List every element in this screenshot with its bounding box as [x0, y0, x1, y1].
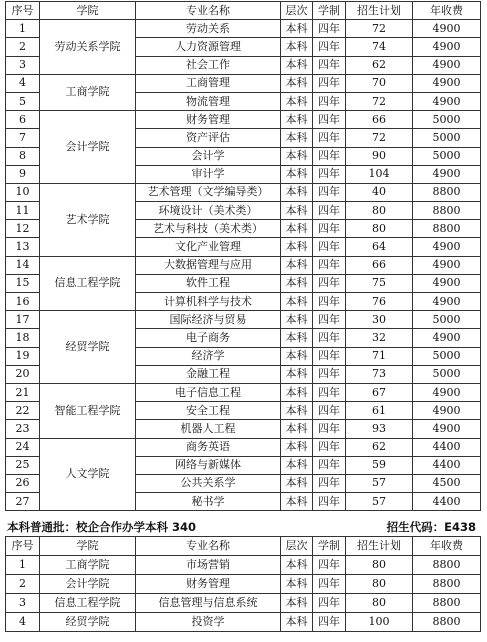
college-name: 会计学院	[40, 575, 136, 594]
level: 本科	[281, 438, 313, 456]
years: 四年	[313, 20, 346, 38]
annual-fee: 8800	[413, 183, 481, 201]
annual-fee: 5000	[413, 147, 481, 165]
major-name: 财务管理	[136, 111, 281, 129]
header-years: 学制	[313, 537, 346, 556]
annual-fee: 4900	[413, 256, 481, 274]
level: 本科	[281, 383, 313, 401]
table-row	[6, 575, 481, 594]
annual-fee: 4900	[413, 38, 481, 56]
header-row	[6, 2, 481, 20]
college-name: 工商学院	[40, 74, 136, 110]
major-name: 信息管理与信息系统	[136, 594, 281, 613]
row-number: 9	[6, 165, 40, 183]
years: 四年	[313, 38, 346, 56]
years: 四年	[313, 402, 346, 420]
college-name: 劳动关系学院	[40, 20, 136, 75]
annual-fee: 8800	[413, 556, 481, 575]
major-name: 艺术与科技（美术类）	[136, 220, 281, 238]
annual-fee: 4900	[413, 74, 481, 92]
row-number: 4	[6, 74, 40, 92]
header-plan: 招生计划	[346, 2, 413, 20]
cooperative-admission-table	[5, 536, 481, 632]
major-name: 大数据管理与应用	[136, 256, 281, 274]
years: 四年	[313, 420, 346, 438]
row-number: 12	[6, 220, 40, 238]
annual-fee: 4900	[413, 329, 481, 347]
table-row	[6, 556, 481, 575]
annual-fee: 5000	[413, 311, 481, 329]
years: 四年	[313, 438, 346, 456]
enrollment-plan: 62	[346, 438, 413, 456]
row-number: 4	[6, 613, 40, 632]
header-college: 学院	[40, 537, 136, 556]
enrollment-plan: 70	[346, 74, 413, 92]
section-heading	[5, 518, 480, 534]
level: 本科	[281, 474, 313, 492]
level: 本科	[281, 56, 313, 74]
level: 本科	[281, 220, 313, 238]
row-number: 18	[6, 329, 40, 347]
header-plan: 招生计划	[346, 537, 413, 556]
enrollment-plan: 72	[346, 129, 413, 147]
annual-fee: 8800	[413, 613, 481, 632]
major-name: 文化产业管理	[136, 238, 281, 256]
table-row	[6, 74, 481, 92]
major-name: 公共关系学	[136, 474, 281, 492]
years: 四年	[313, 147, 346, 165]
major-name: 网络与新媒体	[136, 456, 281, 474]
level: 本科	[281, 147, 313, 165]
level: 本科	[281, 256, 313, 274]
major-name: 电子商务	[136, 329, 281, 347]
level: 本科	[281, 613, 313, 632]
years: 四年	[313, 256, 346, 274]
major-name: 商务英语	[136, 438, 281, 456]
years: 四年	[313, 594, 346, 613]
row-number: 17	[6, 311, 40, 329]
years: 四年	[313, 474, 346, 492]
years: 四年	[313, 220, 346, 238]
header-college: 学院	[40, 2, 136, 20]
annual-fee: 4400	[413, 456, 481, 474]
level: 本科	[281, 347, 313, 365]
row-number: 5	[6, 92, 40, 110]
major-name: 电子信息工程	[136, 383, 281, 401]
level: 本科	[281, 92, 313, 110]
years: 四年	[313, 613, 346, 632]
table-row	[6, 256, 481, 274]
header-row	[6, 537, 481, 556]
row-number: 14	[6, 256, 40, 274]
row-number: 16	[6, 293, 40, 311]
level: 本科	[281, 111, 313, 129]
college-name: 工商学院	[40, 556, 136, 575]
enrollment-plan: 80	[346, 556, 413, 575]
enrollment-plan: 32	[346, 329, 413, 347]
years: 四年	[313, 365, 346, 383]
header-major: 专业名称	[136, 2, 281, 20]
major-name: 审计学	[136, 165, 281, 183]
table-row	[6, 20, 481, 38]
table-row	[6, 111, 481, 129]
level: 本科	[281, 129, 313, 147]
enrollment-plan: 59	[346, 456, 413, 474]
annual-fee: 8800	[413, 594, 481, 613]
major-name: 市场营销	[136, 556, 281, 575]
row-number: 27	[6, 493, 40, 511]
years: 四年	[313, 329, 346, 347]
major-name: 安全工程	[136, 402, 281, 420]
college-name: 智能工程学院	[40, 383, 136, 438]
college-name: 信息工程学院	[40, 256, 136, 311]
header-level: 层次	[281, 2, 313, 20]
years: 四年	[313, 556, 346, 575]
major-name: 社会工作	[136, 56, 281, 74]
college-name: 信息工程学院	[40, 594, 136, 613]
annual-fee: 4900	[413, 92, 481, 110]
enrollment-plan: 66	[346, 111, 413, 129]
annual-fee: 4900	[413, 238, 481, 256]
major-name: 机器人工程	[136, 420, 281, 438]
years: 四年	[313, 202, 346, 220]
years: 四年	[313, 383, 346, 401]
enrollment-plan: 104	[346, 165, 413, 183]
level: 本科	[281, 74, 313, 92]
enrollment-plan: 74	[346, 38, 413, 56]
level: 本科	[281, 183, 313, 201]
level: 本科	[281, 420, 313, 438]
level: 本科	[281, 456, 313, 474]
enrollment-plan: 66	[346, 256, 413, 274]
header-major: 专业名称	[136, 537, 281, 556]
major-name: 工商管理	[136, 74, 281, 92]
annual-fee: 4900	[413, 402, 481, 420]
row-number: 3	[6, 56, 40, 74]
row-number: 25	[6, 456, 40, 474]
years: 四年	[313, 92, 346, 110]
major-name: 计算机科学与技术	[136, 293, 281, 311]
college-name: 会计学院	[40, 111, 136, 184]
header-years: 学制	[313, 2, 346, 20]
major-name: 秘书学	[136, 493, 281, 511]
row-number: 2	[6, 575, 40, 594]
annual-fee: 4900	[413, 420, 481, 438]
annual-fee: 4500	[413, 474, 481, 492]
major-name: 人力资源管理	[136, 38, 281, 56]
enrollment-plan: 90	[346, 147, 413, 165]
table-row	[6, 438, 481, 456]
years: 四年	[313, 274, 346, 292]
years: 四年	[313, 493, 346, 511]
enrollment-plan: 30	[346, 311, 413, 329]
table-row	[6, 383, 481, 401]
enrollment-plan: 80	[346, 220, 413, 238]
major-name: 物流管理	[136, 92, 281, 110]
annual-fee: 4900	[413, 165, 481, 183]
header-level: 层次	[281, 537, 313, 556]
enrollment-plan: 57	[346, 474, 413, 492]
row-number: 3	[6, 594, 40, 613]
major-name: 软件工程	[136, 274, 281, 292]
table-row	[6, 613, 481, 632]
row-number: 2	[6, 38, 40, 56]
row-number: 8	[6, 147, 40, 165]
annual-fee: 8800	[413, 575, 481, 594]
college-name: 人文学院	[40, 438, 136, 511]
level: 本科	[281, 38, 313, 56]
level: 本科	[281, 311, 313, 329]
major-name: 金融工程	[136, 365, 281, 383]
major-name: 财务管理	[136, 575, 281, 594]
annual-fee: 5000	[413, 365, 481, 383]
row-number: 15	[6, 274, 40, 292]
college-name: 经贸学院	[40, 311, 136, 384]
row-number: 19	[6, 347, 40, 365]
section-title: 本科普通批：校企合作办学本科 340	[7, 520, 197, 534]
enrollment-plan: 75	[346, 274, 413, 292]
annual-fee: 8800	[413, 202, 481, 220]
level: 本科	[281, 293, 313, 311]
row-number: 20	[6, 365, 40, 383]
enrollment-plan: 64	[346, 238, 413, 256]
major-name: 劳动关系	[136, 20, 281, 38]
enrollment-code: 招生代码：E438	[386, 520, 476, 534]
header-fee: 年收费	[413, 537, 481, 556]
header-no: 序号	[6, 537, 40, 556]
level: 本科	[281, 202, 313, 220]
level: 本科	[281, 165, 313, 183]
level: 本科	[281, 365, 313, 383]
years: 四年	[313, 56, 346, 74]
table-row	[6, 311, 481, 329]
years: 四年	[313, 575, 346, 594]
enrollment-plan: 72	[346, 20, 413, 38]
enrollment-plan: 71	[346, 347, 413, 365]
row-number: 6	[6, 111, 40, 129]
annual-fee: 4900	[413, 293, 481, 311]
enrollment-plan: 80	[346, 594, 413, 613]
annual-fee: 8800	[413, 220, 481, 238]
row-number: 24	[6, 438, 40, 456]
level: 本科	[281, 556, 313, 575]
enrollment-plan: 72	[346, 92, 413, 110]
annual-fee: 4400	[413, 493, 481, 511]
row-number: 26	[6, 474, 40, 492]
row-number: 21	[6, 383, 40, 401]
row-number: 22	[6, 402, 40, 420]
years: 四年	[313, 183, 346, 201]
enrollment-plan: 93	[346, 420, 413, 438]
enrollment-plan: 76	[346, 293, 413, 311]
level: 本科	[281, 238, 313, 256]
enrollment-plan: 73	[346, 365, 413, 383]
years: 四年	[313, 456, 346, 474]
enrollment-plan: 80	[346, 575, 413, 594]
row-number: 11	[6, 202, 40, 220]
header-fee: 年收费	[413, 2, 481, 20]
level: 本科	[281, 274, 313, 292]
table-row	[6, 183, 481, 201]
row-number: 23	[6, 420, 40, 438]
major-name: 国际经济与贸易	[136, 311, 281, 329]
annual-fee: 5000	[413, 347, 481, 365]
years: 四年	[313, 74, 346, 92]
years: 四年	[313, 311, 346, 329]
years: 四年	[313, 293, 346, 311]
enrollment-plan: 100	[346, 613, 413, 632]
enrollment-plan: 67	[346, 383, 413, 401]
table-row	[6, 594, 481, 613]
level: 本科	[281, 575, 313, 594]
annual-fee: 4400	[413, 438, 481, 456]
enrollment-plan: 62	[346, 56, 413, 74]
header-no: 序号	[6, 2, 40, 20]
row-number: 10	[6, 183, 40, 201]
row-number: 13	[6, 238, 40, 256]
enrollment-plan: 61	[346, 402, 413, 420]
enrollment-plan: 80	[346, 202, 413, 220]
level: 本科	[281, 594, 313, 613]
major-name: 经济学	[136, 347, 281, 365]
years: 四年	[313, 129, 346, 147]
level: 本科	[281, 493, 313, 511]
years: 四年	[313, 347, 346, 365]
annual-fee: 5000	[413, 129, 481, 147]
level: 本科	[281, 20, 313, 38]
row-number: 1	[6, 556, 40, 575]
major-name: 环境设计（美术类）	[136, 202, 281, 220]
annual-fee: 5000	[413, 111, 481, 129]
enrollment-plan: 57	[346, 493, 413, 511]
years: 四年	[313, 111, 346, 129]
years: 四年	[313, 165, 346, 183]
main-admission-table	[5, 1, 481, 511]
major-name: 艺术管理（文学编导类）	[136, 183, 281, 201]
major-name: 资产评估	[136, 129, 281, 147]
annual-fee: 4900	[413, 56, 481, 74]
row-number: 1	[6, 20, 40, 38]
annual-fee: 4900	[413, 383, 481, 401]
enrollment-plan: 40	[346, 183, 413, 201]
annual-fee: 4900	[413, 20, 481, 38]
years: 四年	[313, 238, 346, 256]
major-name: 会计学	[136, 147, 281, 165]
level: 本科	[281, 329, 313, 347]
college-name: 经贸学院	[40, 613, 136, 632]
level: 本科	[281, 402, 313, 420]
college-name: 艺术学院	[40, 183, 136, 256]
major-name: 投资学	[136, 613, 281, 632]
row-number: 7	[6, 129, 40, 147]
annual-fee: 4900	[413, 274, 481, 292]
